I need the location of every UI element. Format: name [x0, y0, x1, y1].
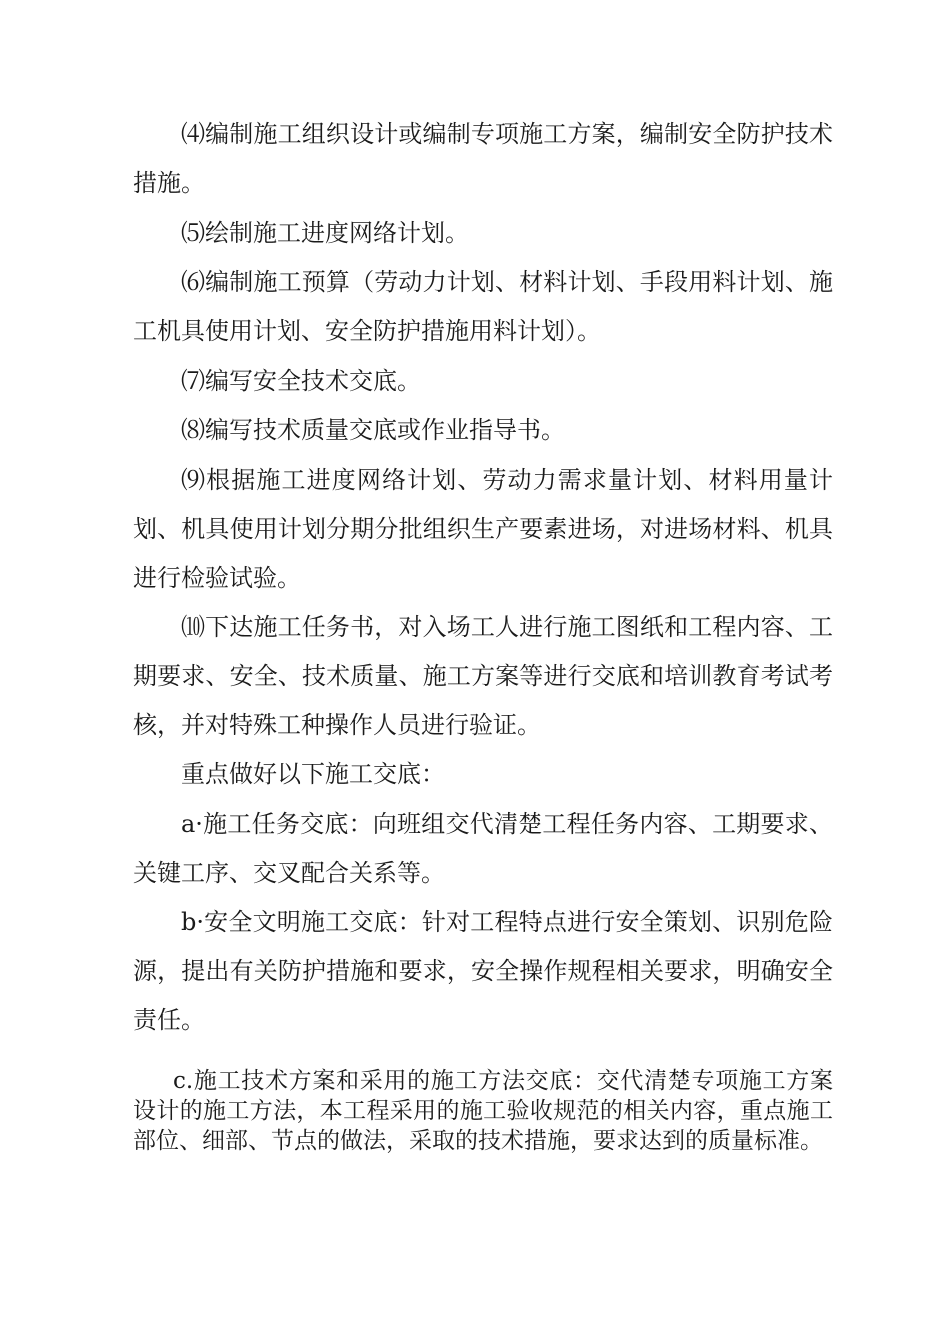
- paragraph-key-points-heading: 重点做好以下施工交底：: [181, 760, 445, 788]
- paragraph-item-5: ⑸绘制施工进度网络计划。: [181, 219, 469, 247]
- paragraph-item-8: ⑻编写技术质量交底或作业指导书。: [181, 416, 565, 444]
- paragraph-item-7: ⑺编写安全技术交底。: [181, 367, 421, 395]
- paragraph-item-9: ⑼根据施工进度网络计划、劳动力需求量计划、材料用量计划、机具使用计划分期分批组织生产要素进场，对进场材料、机具进行检验试验。: [133, 466, 833, 592]
- paragraph-item-4: ⑷编制施工组织设计或编制专项施工方案，编制安全防护技术措施。: [133, 120, 833, 197]
- paragraph-item-c: c.施工技术方案和采用的施工方法交底：交代清楚专项施工方案设计的施工方法，本工程采用的施工验收规范的相关内容，重点施工部位、细部、节点的做法，采取的技术措施，要求达到的质量标准。: [133, 1068, 833, 1154]
- paragraph-item-b: b·安全文明施工交底：针对工程特点进行安全策划、识别危险源，提出有关防护措施和要求，安全操作规程相关要求，明确安全责任。: [133, 908, 833, 1034]
- paragraph-item-6: ⑹编制施工预算（劳动力计划、材料计划、手段用料计划、施工机具使用计划、安全防护措施用料计划）。: [133, 268, 833, 345]
- paragraph-item-a: a·施工任务交底：向班组交代清楚工程任务内容、工期要求、关键工序、交叉配合关系等。: [133, 810, 833, 887]
- paragraph-item-10: ⑽下达施工任务书，对入场工人进行施工图纸和工程内容、工期要求、安全、技术质量、施工方案等进行交底和培训教育考试考核，并对特殊工种操作人员进行验证。: [133, 613, 833, 739]
